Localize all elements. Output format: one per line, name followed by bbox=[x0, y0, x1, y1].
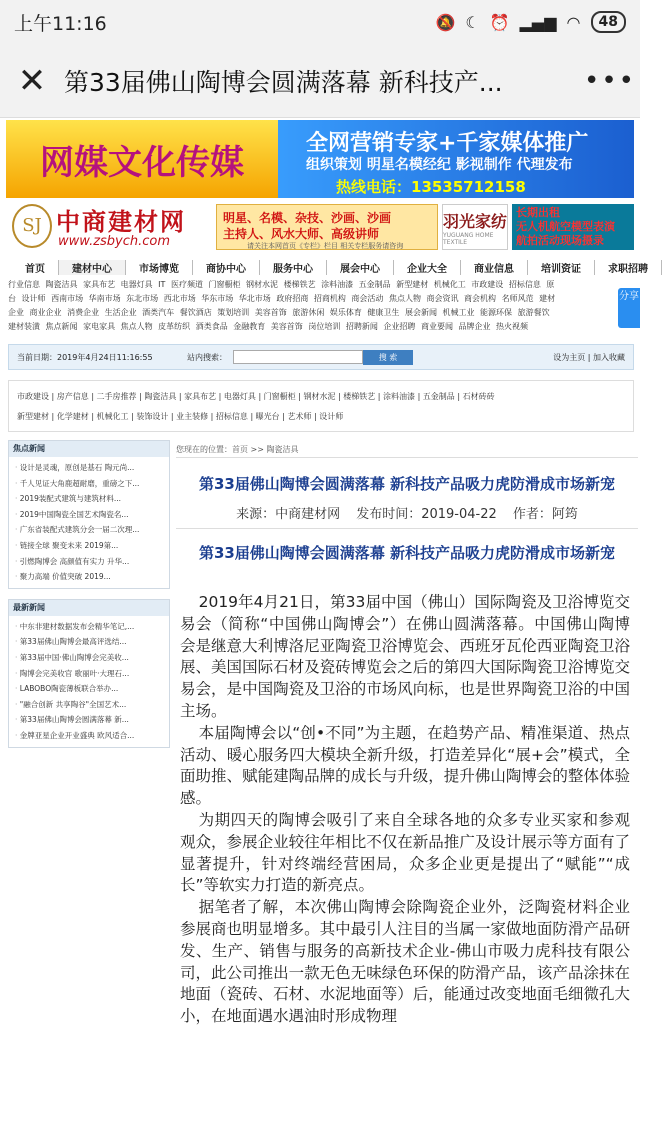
nav-item[interactable]: 展会中心 bbox=[327, 260, 394, 275]
nav-item[interactable]: 求职招聘 bbox=[595, 260, 662, 275]
drone-ad-line1: 长期出租 bbox=[516, 206, 560, 219]
page-title: 第33届佛山陶博会圆满落幕 新科技产... bbox=[64, 67, 503, 97]
article-date: 发布时间：2019-04-22 bbox=[356, 507, 497, 522]
nav-item[interactable]: 企业大全 bbox=[394, 260, 461, 275]
more-menu-icon[interactable]: ••• bbox=[583, 65, 636, 96]
news-link[interactable]: · 千人见证大角鹿超耐磨，重磅之下... bbox=[15, 476, 163, 492]
site-logo[interactable] bbox=[12, 202, 212, 256]
search-label: 站内搜索： bbox=[187, 352, 227, 362]
category-tags bbox=[8, 380, 634, 432]
current-date: 当前日期：2019年4月24日11:16:55 bbox=[17, 352, 153, 362]
main-nav bbox=[12, 256, 648, 278]
mute-icon: 🔕 bbox=[435, 12, 456, 32]
category-row[interactable]: 建材装潢 焦点新闻 家电家具 焦点人物 皮革纺织 酒类食品 金融教育 美容首饰 岗位培训 招聘新闻 企业招聘 商业要闻 品牌企业 热火视频 bbox=[8, 322, 529, 331]
category-links bbox=[8, 278, 628, 334]
news-link[interactable]: · 2019中国陶瓷全国艺术陶瓷名... bbox=[15, 507, 163, 523]
search-input[interactable] bbox=[233, 350, 363, 364]
article-body bbox=[176, 592, 638, 1028]
top-banner-ad[interactable] bbox=[6, 120, 634, 198]
close-icon[interactable]: ✕ bbox=[17, 60, 47, 101]
focus-news-title: 焦点新闻 bbox=[9, 441, 169, 457]
latest-news-title: 最新新闻 bbox=[9, 600, 169, 616]
article-paragraph: 据笔者了解，本次佛山陶博会除陶瓷企业外，泛陶瓷材料企业参展商也明显增多。其中最引人注目的当属一家做地面防滑产品研发、生产、销售与服务的高新技术企业-佛山市吸力虎科技有限公司，此公司推出一款无色无味绿色环保的防滑产品，该产品涂抹在地面（瓷砖、石材、水泥地面等）后，能通过改变地面毛细微孔大小，在地面遇水遇油时形成物理 bbox=[180, 898, 630, 1026]
banner-services: 组织策划 明星名模经纪 影视制作 代理发布 bbox=[306, 157, 573, 173]
nav-item[interactable]: 培训资证 bbox=[528, 260, 595, 275]
news-link[interactable]: · 金牌亚星企业开业盛典 欧风适合... bbox=[15, 728, 163, 744]
news-link[interactable]: · LABOBO陶瓷薄板联合举办... bbox=[15, 681, 163, 697]
web-page bbox=[0, 118, 648, 1138]
performer-ad-line3: 请关注本网首页《专栏》栏目 相关专栏服务请咨询 bbox=[247, 242, 404, 250]
article-meta bbox=[176, 503, 638, 529]
news-link[interactable]: · 陶博会完美收官 歌丽叶·大理石... bbox=[15, 666, 163, 682]
performer-ad-line2: 主持人、风水大师、高级讲师 bbox=[223, 227, 380, 241]
banner-left-text: 网媒文化传媒 bbox=[6, 120, 278, 198]
nav-item[interactable]: 商协中心 bbox=[193, 260, 260, 275]
nav-item[interactable]: 市场博览 bbox=[126, 260, 193, 275]
drone-ad-line3: 航拍活动现场摄录 bbox=[516, 234, 604, 247]
nav-item[interactable]: 建材中心 bbox=[59, 260, 126, 275]
drone-ad[interactable] bbox=[512, 204, 634, 250]
signal-icon: ▂▄▆ bbox=[519, 12, 557, 32]
news-link[interactable]: · 设计是灵魂，原创是基石 陶元尚... bbox=[15, 460, 163, 476]
status-icons bbox=[435, 11, 626, 33]
article-subtitle: 第33届佛山陶博会圆满落幕 新科技产品吸力虎防滑成市场新宠 bbox=[198, 544, 616, 562]
article-paragraph: 2019年4月21日，第33届中国（佛山）国际陶瓷及卫浴博览交易会（简称“中国佛山陶博会”）在佛山圆满落幕。中国佛山陶博会是继意大利博洛尼亚陶瓷卫浴博览会、西班牙瓦伦西亚陶瓷卫浴展、美国国际石材及瓷砖博览会之后的第四大国际陶瓷卫浴博览交易会，是中国陶瓷及卫浴的市场风向标，也是世界陶瓷卫浴的中国主场。 bbox=[180, 593, 630, 720]
logo-mark-icon: SJ bbox=[12, 204, 52, 248]
article-paragraph: 为期四天的陶博会吸引了来自全球各地的众多专业买家和参观观众，参展企业较往年相比不仅在新品推广及设计展示等方面有了显著提升，针对终端经营困局，众多企业更是提出了“赋能”“成长”等软实力打造的新亮点。 bbox=[180, 810, 630, 895]
logo-name: 中商建材网 bbox=[56, 207, 186, 236]
textile-ad[interactable] bbox=[442, 204, 508, 250]
webview-header bbox=[0, 44, 640, 118]
news-link[interactable]: · 第33届中国·佛山陶博会完美收... bbox=[15, 650, 163, 666]
breadcrumb[interactable]: 您现在的位置：首页 >> 陶瓷洁具 bbox=[176, 442, 638, 458]
category-row[interactable]: 企业 商业企业 消费企业 生活企业 酒类汽车 餐饮酒店 策划培训 美容首饰 旅游休闲 娱乐体育 健康卫生 展会新闻 机械工业 能源环保 旅游餐饮 bbox=[8, 308, 550, 317]
tag-row[interactable]: 市政建设 | 房产信息 | 二手房推荐 | 陶瓷洁具 | 家具布艺 | 电器灯具 | 门窗橱柜 | 钢材水泥 | 楼梯铁艺 | 涂料油漆 | 五金制品 | 石材砖砖 bbox=[17, 392, 495, 401]
nav-item[interactable]: 服务中心 bbox=[260, 260, 327, 275]
share-button[interactable]: 分享 bbox=[618, 288, 640, 328]
news-link[interactable]: · 广东省装配式建筑分会一届二次理... bbox=[15, 522, 163, 538]
article-paragraph: 本届陶博会以“创•不同”为主题，在趋势产品、精准渠道、热点活动、暖心服务四大模块全新升级，打造差异化“展+会”模式，全面助推、赋能建陶品牌的成长与升级，提升佛山陶博会的整体体验感。 bbox=[180, 723, 630, 808]
status-time: 上午11:16 bbox=[14, 12, 107, 35]
status-bar bbox=[0, 0, 640, 44]
wifi-icon: ◠ bbox=[566, 12, 581, 32]
news-link[interactable]: · 引燃陶博会 高颜值有实力 升华... bbox=[15, 554, 163, 570]
news-link[interactable]: · 第33届佛山陶博会最高评选结... bbox=[15, 634, 163, 650]
moon-icon: ☾ bbox=[465, 12, 480, 32]
textile-ad-sub: YUGUANG HOME TEXTILE bbox=[443, 231, 494, 246]
banner-headline: 全网营销专家+千家媒体推广 bbox=[306, 131, 589, 156]
drone-ad-line2: 无人机航空模型表演 bbox=[516, 220, 615, 233]
latest-news-panel bbox=[8, 599, 170, 748]
textile-ad-brand: 羽光家纺 bbox=[443, 211, 508, 231]
logo-url: www.zsbych.com bbox=[58, 234, 171, 249]
article-author: 作者：阿筠 bbox=[512, 507, 578, 522]
homepage-favorite-links[interactable]: 设为主页 | 加入收藏 bbox=[553, 352, 625, 362]
focus-news-panel bbox=[8, 440, 170, 589]
performer-ad-line1: 明星、名模、杂技、沙画、沙画 bbox=[223, 211, 392, 225]
category-row[interactable]: 行业信息 陶瓷洁具 家具布艺 电器灯具 IT 医疗频道 门窗橱柜 钢材水泥 楼梯铁艺 涂料油漆 五金制品 新型建材 机械化工 市政建设 招标信息 原 bbox=[8, 280, 555, 289]
date-search-bar bbox=[8, 344, 634, 370]
alarm-icon: ⏰ bbox=[489, 12, 510, 32]
nav-item[interactable]: 商业信息 bbox=[461, 260, 528, 275]
news-link[interactable]: · 2019装配式建筑与建筑材料... bbox=[15, 491, 163, 507]
nav-item[interactable]: 首页 bbox=[12, 260, 59, 275]
battery-icon: 48 bbox=[591, 11, 626, 33]
news-link[interactable]: · "融合创新 共享陶谷"全国艺术... bbox=[15, 697, 163, 713]
article bbox=[176, 442, 638, 1142]
left-sidebar bbox=[8, 440, 170, 758]
news-link[interactable]: · 第33届佛山陶博会圆满落幕 新... bbox=[15, 712, 163, 728]
news-link[interactable]: · 链接全球 聚变未来 2019第... bbox=[15, 538, 163, 554]
performer-ad[interactable] bbox=[216, 204, 438, 250]
banner-hotline: 热线电话：13535712158 bbox=[336, 178, 526, 196]
news-link[interactable]: · 聚力高端 价值突破 2019... bbox=[15, 569, 163, 585]
search-button[interactable]: 搜 索 bbox=[363, 350, 413, 365]
news-link[interactable]: · 中东非建材数据发布会精华笔记,... bbox=[15, 619, 163, 635]
article-source: 来源：中商建材网 bbox=[236, 507, 341, 522]
article-title: 第33届佛山陶博会圆满落幕 新科技产品吸力虎防滑成市场新宠 bbox=[198, 475, 616, 493]
tag-row[interactable]: 新型建材 | 化学建材 | 机械化工 | 装饰设计 | 业主装修 | 招标信息 | 曝光台 | 艺术师 | 设计师 bbox=[17, 412, 344, 421]
category-row[interactable]: 台 设计师 西南市场 华南市场 东北市场 西北市场 华东市场 华北市场 政府招商 招商机构 商会活动 焦点人物 商会资讯 商会机构 名师风范 建材 bbox=[8, 294, 556, 303]
